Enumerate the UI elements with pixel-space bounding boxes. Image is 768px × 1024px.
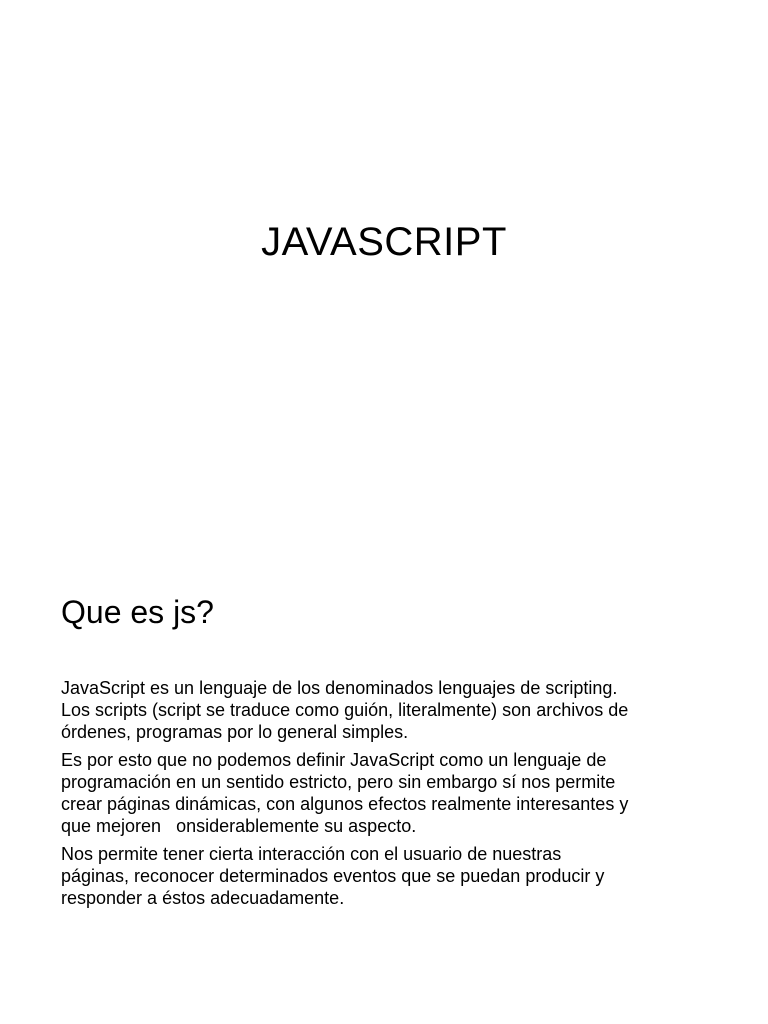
- paragraph-programming: Es por esto que no podemos definir JavaScript como un lenguaje de programación en un sentido estricto, pero sin embargo sí nos permite crear páginas dinámicas, con algunos efectos realmente interesantes y que mejoren onsiderablemente su aspecto.: [61, 750, 629, 836]
- paragraph-interaction: Nos permite tener cierta interacción con el usuario de nuestras páginas, reconocer determinados eventos que se puedan producir y responder a éstos adecuadamente.: [61, 844, 605, 908]
- paragraph-definition: JavaScript es un lenguaje de los denominados lenguajes de scripting. Los scripts (script se traduce como guión, literalmente) son archivos de órdenes, programas por lo general simples.: [61, 678, 629, 742]
- section-heading: Que es js?: [61, 594, 214, 630]
- body-text: [61, 677, 721, 915]
- slide-title: JAVASCRIPT: [261, 220, 507, 264]
